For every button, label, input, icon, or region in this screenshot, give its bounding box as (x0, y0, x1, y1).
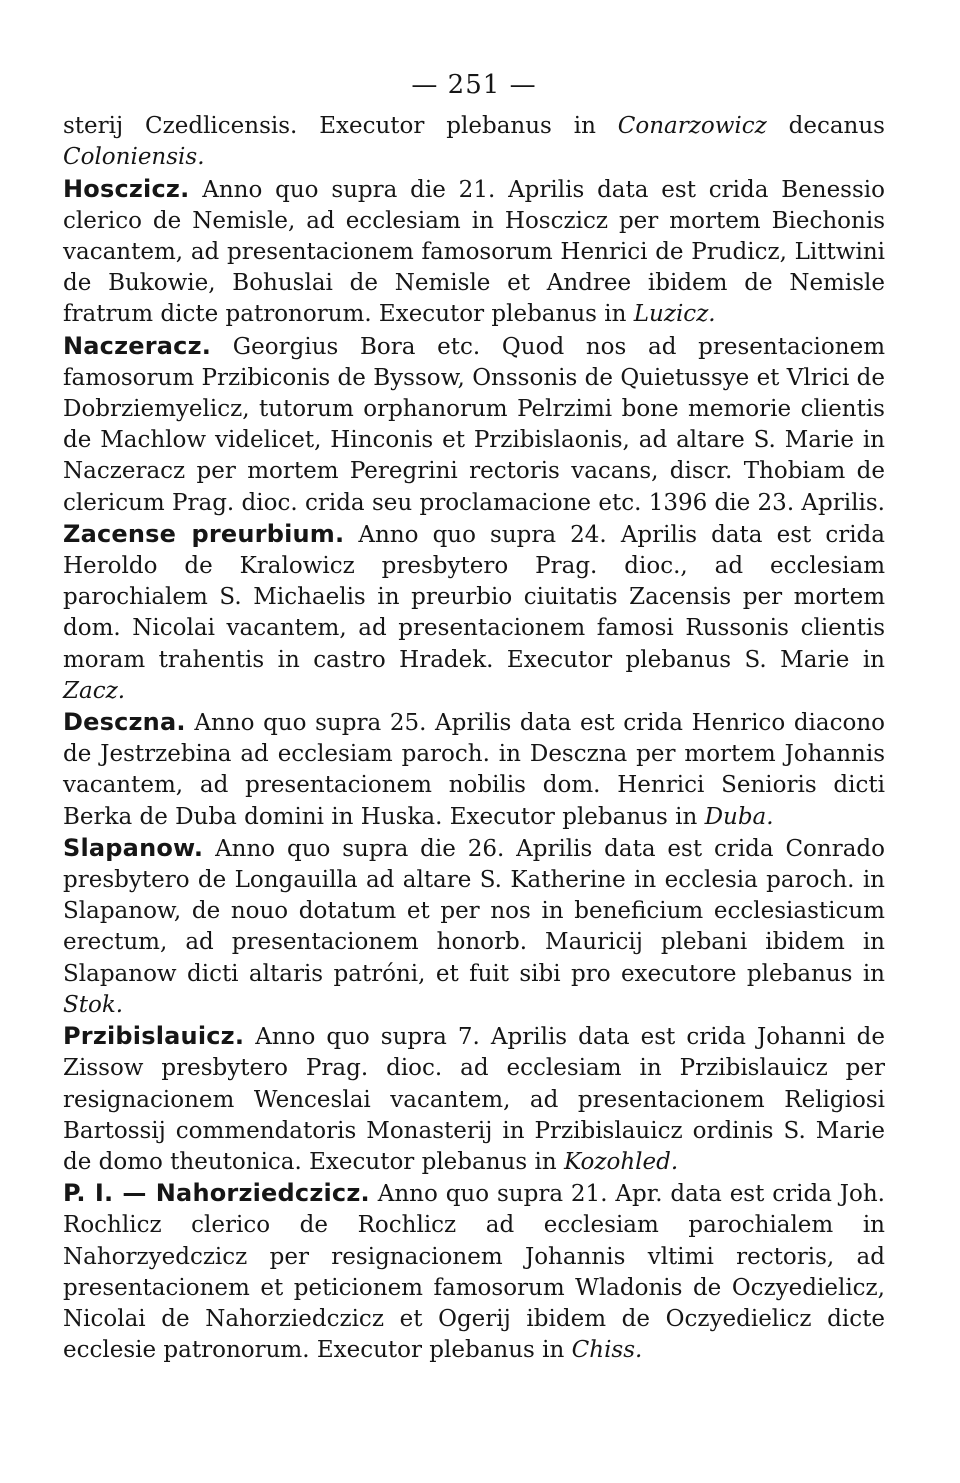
entry-paragraph (63, 707, 885, 833)
entry-paragraph (63, 519, 885, 707)
entry-place-italic: Conarzowicz (617, 113, 767, 140)
entry-text: Anno quo supra 24. Aprilis data est crida Heroldo de Kralowicz presbytero Prag. dioc., ad ecclesiam parochialem S. Michaelis in preurbio ciuitatis Zacensis per mortem dom. Nicolai vacantem, ad presentacionem famosi Russonis clientis moram trahentis in castro Hradek. Executor plebanus S. Marie in (63, 521, 885, 673)
entry-place-italic: Kozohled. (563, 1148, 679, 1175)
entry-heading: Desczna. (63, 708, 186, 737)
entry-heading: Slapanow. (63, 833, 204, 862)
entry-paragraph (63, 1178, 885, 1366)
entry-text: Georgius Bora etc. Quod nos ad presentacionem famosorum Przibiconis de Byssow, Onssonis de Quietussye et Vlrici de Dobrziemyelicz, tutorum orphanorum Pelrzimi bone memorie clientis de Machlow videlicet, Hinconis et Przibislaonis, ad altare S. Marie in Naczeracz per mortem Peregrini rectoris vacans, discr. Thobiam de clericum Prag. dioc. crida seu proclamacione etc. 1396 die 23. Aprilis. (63, 333, 885, 516)
entry-heading: Zacense preurbium. (63, 519, 345, 548)
entry-place-italic: Coloniensis. (63, 144, 205, 171)
entry-text: Anno quo supra die 26. Aprilis data est crida Conrado presbytero de Longauilla ad altare S. Katherine in ecclesia paroch. in Slapanow, de nouo dotatum et per nos in beneficium ecclesiasticum erectum, ad presentacionem honorb. Mauricij plebani ibidem in Slapanow dicti altaris patróni, et fuit sibi pro executore plebanus in (63, 835, 885, 987)
entry-paragraph (63, 111, 885, 173)
entry-place-italic: Stok. (63, 991, 124, 1018)
entry-paragraph (63, 1021, 885, 1178)
entry-place-italic: Duba. (704, 803, 774, 830)
entry-heading: Hosczicz. (63, 174, 190, 203)
entry-text: Anno quo supra 21. Apr. data est crida Joh. Rochlicz clerico de Rochlicz ad ecclesiam parochialem in Nahorzyedczicz per resignacionem Johannis vltimi rectoris, ad presentacionem et peticionem famosorum Wladonis de Oczyedielicz, Nicolai de Nahorziedczicz et Ogerij ibidem de Oczyedielicz dicte ecclesie patronorum. Executor plebanus in (63, 1181, 885, 1364)
entry-paragraph (63, 174, 885, 331)
entry-paragraph (63, 331, 885, 519)
entry-place-italic: Chiss. (571, 1337, 643, 1364)
entry-heading: Przibislauicz. (63, 1022, 245, 1051)
entry-heading: Naczeracz. (63, 331, 212, 360)
entry-place-italic: Zacz. (63, 677, 126, 704)
entry-heading: P. I. — Nahorziedczicz. (63, 1179, 370, 1208)
entry-text: Anno quo supra 7. Aprilis data est crida Johanni de Zissow presbytero Prag. dioc. ad ecclesiam in Przibislauicz per resignacionem Wenceslai vacantem, ad presentacionem Religiosi Bartossij commendatoris Monasterij in Przibislauicz ordinis S. Marie de domo theutonica. Executor plebanus in (63, 1024, 885, 1175)
document-page (63, 70, 885, 1366)
entry-paragraph (63, 833, 885, 1021)
entry-text: Anno quo supra die 21. Aprilis data est crida Benessio clerico de Nemisle, ad ecclesiam in Hosczicz per mortem Biechonis vacantem, ad presentacionem famosorum Henrici de Prudicz, Littwini de Bukowie, Bohuslai de Nemisle et Andree ibidem de Nemisle fratrum dicte patronorum. Executor plebanus in (63, 176, 885, 328)
page-number: — 251 — (411, 70, 537, 100)
entry-place-italic: Luzicz. (633, 301, 716, 328)
entry-text: Anno quo supra 25. Aprilis data est crida Henrico diacono de Jestrzebina ad ecclesiam paroch. in Desczna per mortem Johannis vacantem, ad presentacionem nobilis dom. Henrici Senioris dicti Berka de Duba domini in Huska. Executor plebanus in (63, 710, 885, 830)
entry-text: decanus (766, 113, 885, 140)
entry-text: sterij Czedlicensis. Executor plebanus in (63, 113, 618, 140)
